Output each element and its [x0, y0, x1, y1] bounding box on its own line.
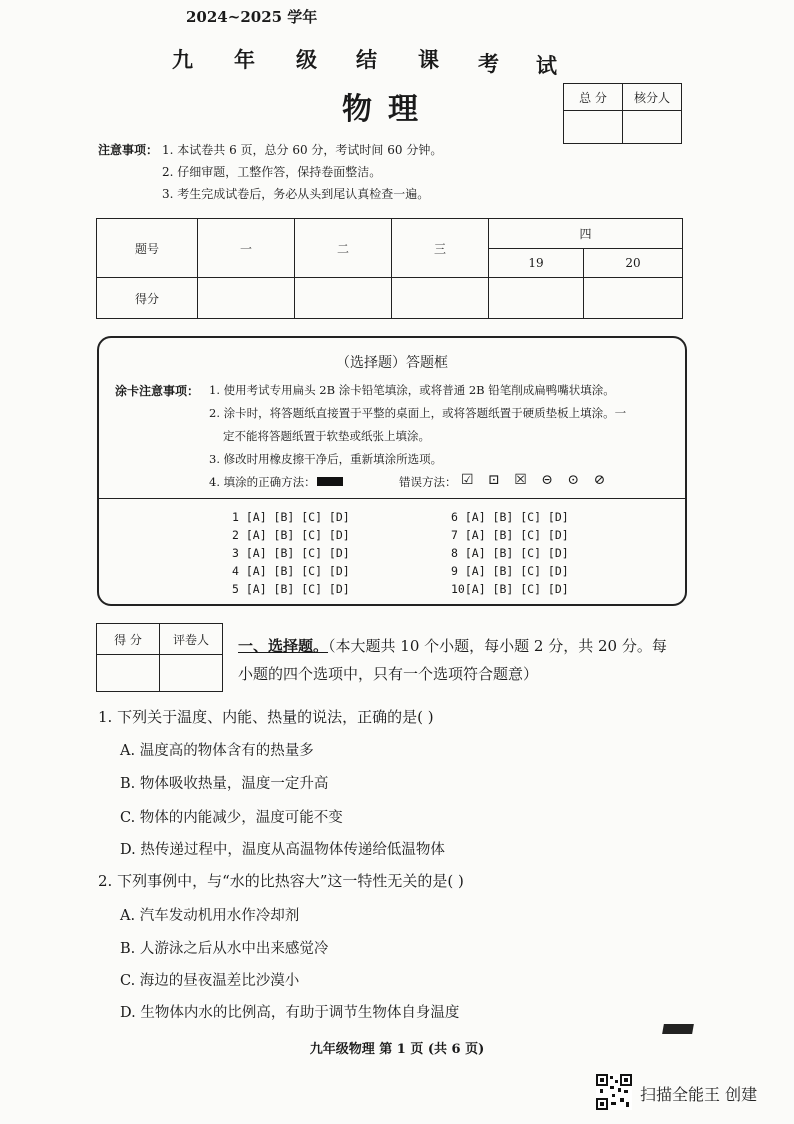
- grader-score-label: 得 分: [97, 624, 160, 655]
- grader-score-cell[interactable]: [97, 655, 160, 692]
- title-char: 级: [296, 47, 317, 72]
- option: D. 热传递过程中，温度从高温物体传递给低温物体: [120, 842, 445, 858]
- wrong-mark-icon: ⊙: [567, 472, 580, 488]
- question-stem: 1. 下列关于温度、内能、热量的说法，正确的是( ): [98, 708, 434, 726]
- answer-note: 3. 修改时用橡皮擦干净后，重新填涂所选项。: [209, 452, 443, 466]
- notes-label: 注意事项：: [98, 143, 159, 157]
- option: B. 物体吸收热量，温度一定升高: [120, 776, 329, 792]
- answer-box-divider: [99, 498, 685, 499]
- option: C. 海边的昼夜温差比沙漠小: [120, 973, 300, 989]
- ink-blot: [662, 1024, 694, 1034]
- col-header: 一: [198, 219, 295, 278]
- total-score-cell[interactable]: [564, 111, 623, 144]
- title-char: 年: [234, 47, 255, 72]
- choice-row[interactable]: 9 [A] [B] [C] [D]: [451, 564, 569, 578]
- option: A. 汽车发动机用水作冷却剂: [120, 908, 300, 924]
- option: D. 生物体内水的比例高，有助于调节生物体自身温度: [120, 1005, 460, 1021]
- school-year: 2024~2025 学年: [186, 8, 318, 26]
- col-header-group: 四: [489, 219, 683, 249]
- title-char: 结: [356, 47, 377, 72]
- answer-notes-label: 涂卡注意事项：: [115, 384, 200, 398]
- option: B. 人游泳之后从水中出来感觉冷: [120, 941, 329, 957]
- total-score-label: 总 分: [564, 84, 623, 111]
- answer-box-title: （选择题）答题框: [336, 355, 448, 371]
- choice-row[interactable]: 5 [A] [B] [C] [D]: [232, 582, 350, 596]
- total-score-box: [563, 83, 682, 144]
- note-item: 2. 仔细审题，工整作答，保持卷面整洁。: [162, 165, 382, 179]
- exam-title: [170, 40, 570, 78]
- title-char: 课: [418, 47, 439, 72]
- correct-fill-mark: [317, 477, 343, 486]
- score-cell[interactable]: [295, 278, 392, 319]
- score-cell[interactable]: [489, 278, 584, 319]
- grader-name-label: 评卷人: [160, 624, 223, 655]
- choice-row[interactable]: 8 [A] [B] [C] [D]: [451, 546, 569, 560]
- choice-row[interactable]: 3 [A] [B] [C] [D]: [232, 546, 350, 560]
- answer-note: 2. 涂卡时，将答题纸直接置于平整的桌面上，或将答题纸置于硬质垫板上填涂。一: [209, 406, 627, 420]
- wrong-mark-icon: ⊘: [593, 472, 606, 488]
- grader-name-cell[interactable]: [160, 655, 223, 692]
- wrong-method-label: 错误方法：: [399, 475, 457, 489]
- question-number-label: 题号: [97, 219, 198, 278]
- wrong-mark-icon: ☒: [514, 472, 527, 488]
- title-char: 九: [172, 47, 193, 72]
- choice-row[interactable]: 7 [A] [B] [C] [D]: [451, 528, 569, 542]
- sub-col-header: 19: [489, 248, 584, 278]
- col-header: 三: [392, 219, 489, 278]
- answer-note: 4. 填涂的正确方法：: [209, 475, 316, 489]
- wrong-mark-icon: ⊡: [488, 472, 500, 488]
- score-label: 得分: [97, 278, 198, 319]
- question-score-table: [96, 218, 683, 319]
- choice-row[interactable]: 4 [A] [B] [C] [D]: [232, 564, 350, 578]
- qr-code-icon: [596, 1074, 632, 1110]
- subject-title: 物理: [342, 92, 434, 127]
- page-footer: 九年级物理 第 1 页 (共 6 页): [309, 1042, 485, 1057]
- score-cell[interactable]: [198, 278, 295, 319]
- answer-card-box: [97, 336, 687, 606]
- choice-row[interactable]: 1 [A] [B] [C] [D]: [232, 510, 350, 524]
- answer-note: 1. 使用考试专用扁头 2B 涂卡铅笔填涂，或将普通 2B 铅笔削成扁鸭嘴状填涂。: [209, 383, 615, 397]
- scanner-watermark: 扫描全能王 创建: [640, 1085, 758, 1104]
- question-stem: 2. 下列事例中，与“水的比热容大”这一特性无关的是( ): [98, 872, 464, 890]
- note-item: 1. 本试卷共 6 页，总分 60 分，考试时间 60 分钟。: [162, 143, 443, 157]
- option: C. 物体的内能减少，温度可能不变: [120, 810, 343, 826]
- col-header: 二: [295, 219, 392, 278]
- section-heading: [238, 632, 678, 688]
- title-char: 考: [478, 51, 499, 76]
- wrong-mark-icon: ⊝: [541, 472, 553, 488]
- answer-note: 定不能将答题纸置于软垫或纸张上填涂。: [223, 429, 430, 443]
- choice-row[interactable]: 6 [A] [B] [C] [D]: [451, 510, 569, 524]
- section-description: （本大题共 10 个小题，每小题 2 分，共 20 分。每小题的四个选项中，只有一个选项符合题意）: [238, 637, 667, 683]
- option: A. 温度高的物体含有的热量多: [120, 743, 314, 759]
- choice-row[interactable]: 10[A] [B] [C] [D]: [451, 582, 569, 596]
- note-item: 3. 考生完成试卷后，务必从头到尾认真检查一遍。: [162, 187, 430, 201]
- sub-col-header: 20: [584, 248, 683, 278]
- checker-label: 核分人: [623, 84, 682, 111]
- wrong-mark-icon: ☑: [461, 472, 474, 488]
- wrong-method-icons: [461, 472, 615, 488]
- choice-row[interactable]: 2 [A] [B] [C] [D]: [232, 528, 350, 542]
- grader-box: [96, 623, 223, 692]
- checker-cell[interactable]: [623, 111, 682, 144]
- score-cell[interactable]: [392, 278, 489, 319]
- section-title: 一、选择题。: [238, 637, 329, 655]
- score-cell[interactable]: [584, 278, 683, 319]
- title-char: 试: [536, 53, 557, 78]
